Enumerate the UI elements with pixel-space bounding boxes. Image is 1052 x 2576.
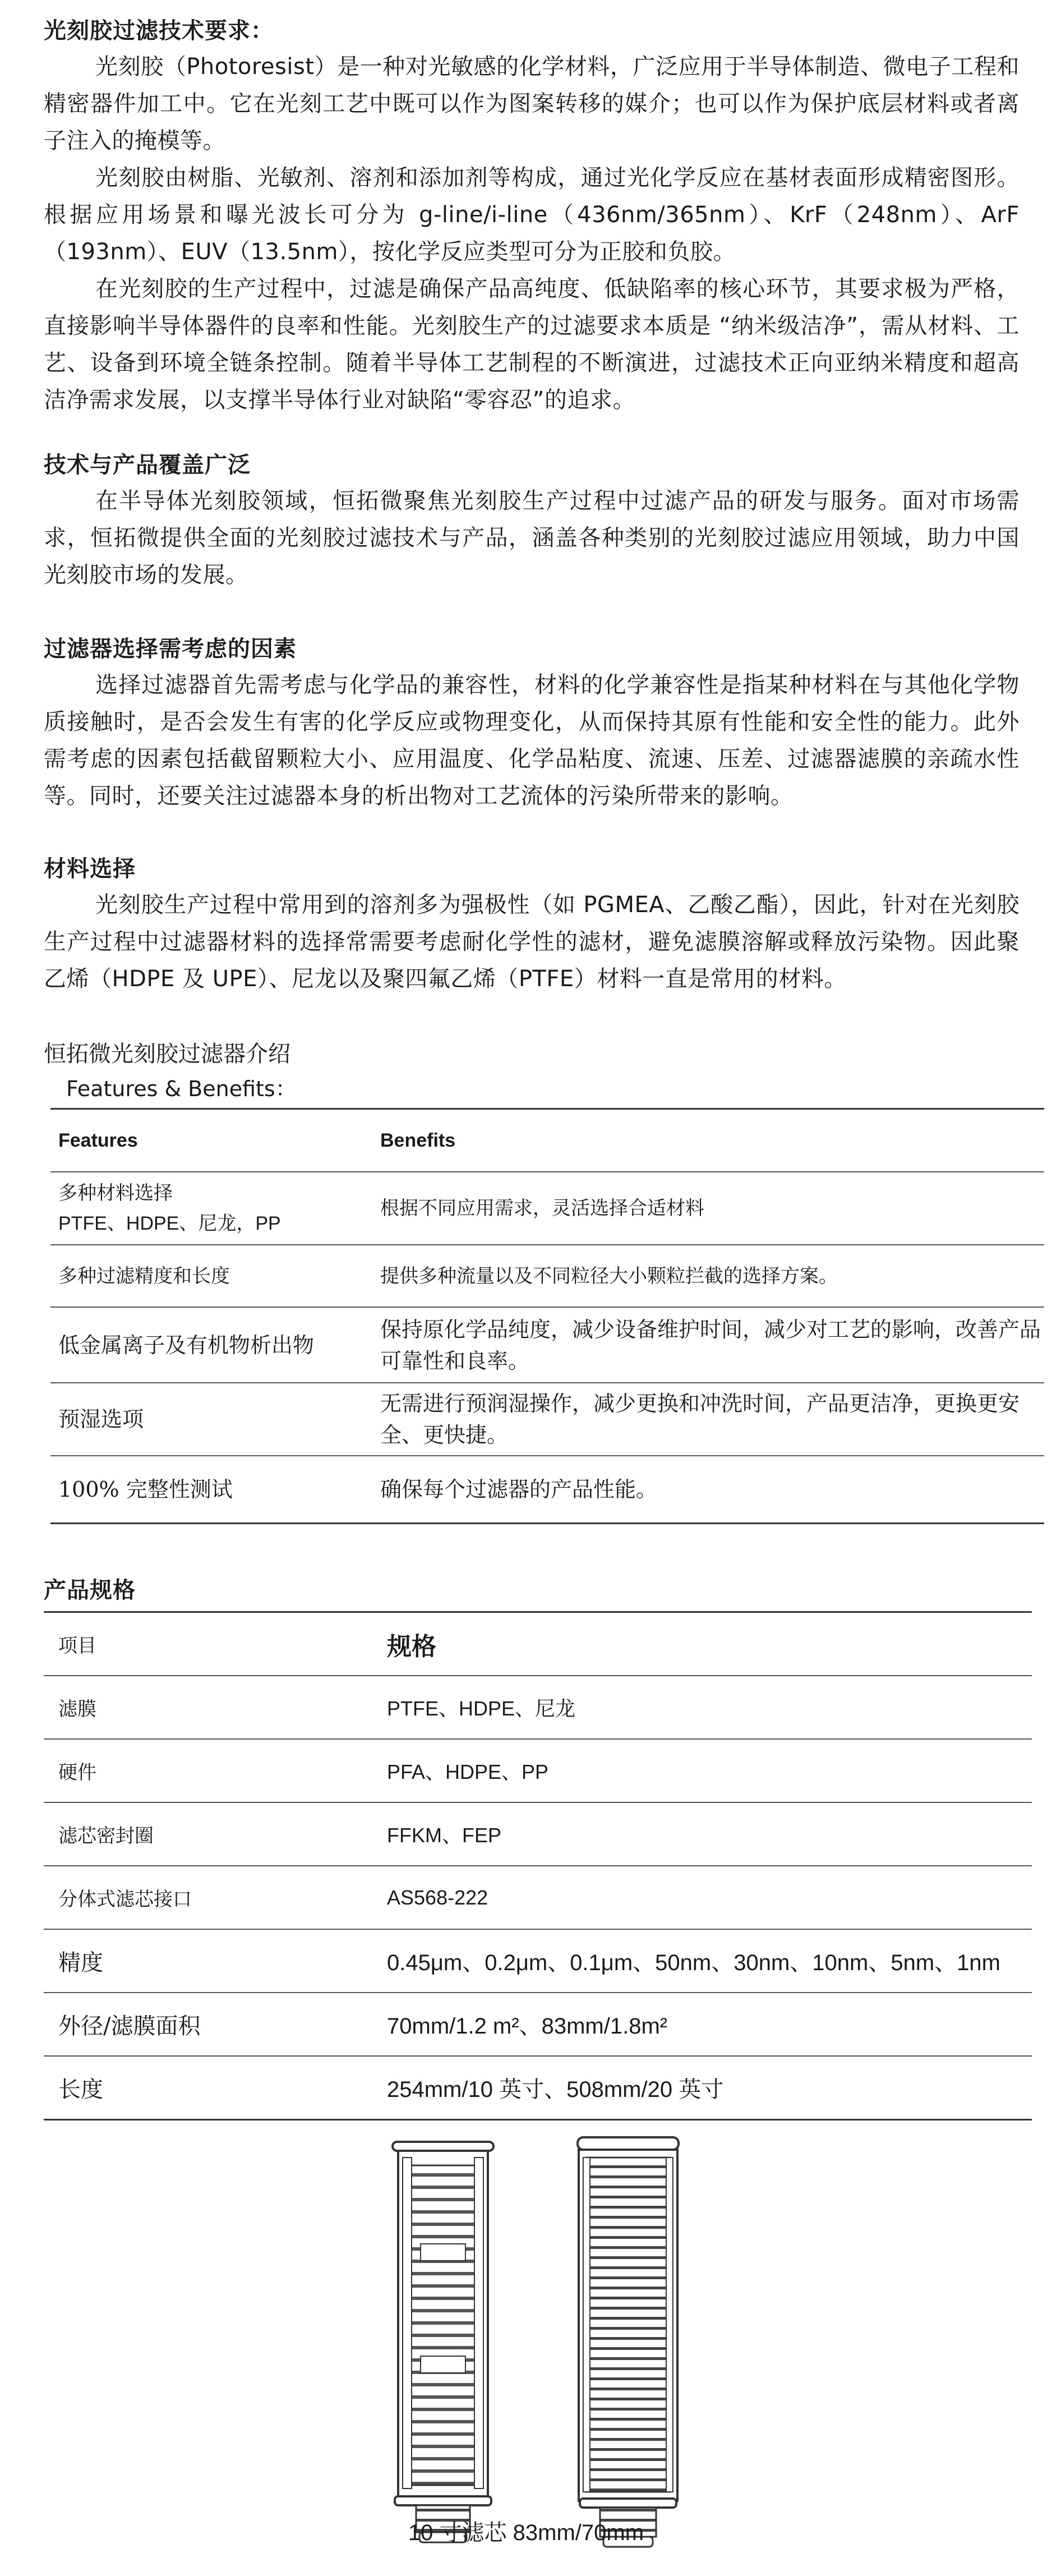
section-photoresist-requirements	[44, 16, 1019, 418]
features-title: Features & Benefits：	[66, 1077, 297, 1101]
paragraph: 光刻胶由树脂、光敏剂、溶剂和添加剂等构成，通过光化学反应在基材表面形成精密图形。根据应用场景和曝光波长可分为 g-line/i-line（436nm/365nm）、KrF（248nm）、ArF（193nm）、EUV（13.5nm），按化学反应类型可分为正胶和负胶。	[44, 165, 1019, 265]
section-heading: 过滤器选择需考虑的因素	[44, 636, 297, 662]
spec-value: FFKM、FEP	[387, 1824, 501, 1847]
spec-value: PFA、HDPE、PP	[387, 1760, 549, 1783]
column-header-benefits: Benefits	[380, 1129, 456, 1151]
table-row	[44, 1929, 1032, 1993]
section-coverage	[44, 450, 1019, 594]
intro-title: 恒拓微光刻胶过滤器介绍	[44, 1041, 290, 1067]
filter-cartridge-right	[578, 2137, 679, 2547]
feature-cell: 100% 完整性测试	[58, 1476, 233, 1502]
paragraph: 选择过滤器首先需考虑与化学品的兼容性，材料的化学兼容性是指某种材料在与其他化学物质接触时，是否会发生有害的化学反应或物理变化，从而保持其原有性能和安全性的能力。此外需考虑的因素包括截留颗粒大小、应用温度、化学品粘度、流速、压差、过滤器滤膜的亲疏水性等。同时，还要关注过滤器本身的析出物对工艺流体的污染所带来的影响。	[44, 672, 1019, 809]
spec-item: 滤芯密封圈	[58, 1825, 154, 1847]
spec-item: 长度	[58, 2077, 103, 2103]
column-header-features: Features	[58, 1129, 138, 1151]
table-header-row	[50, 1109, 1044, 1172]
image-caption: 10 寸滤芯 83mm/70mm	[408, 2520, 644, 2545]
table-header-row	[44, 1612, 1032, 1676]
benefit-cell: 保持原化学品纯度，减少设备维护时间，减少对工艺的影响，改善产品可靠性和良率。	[380, 1317, 1041, 1373]
spec-item: 外径/滤膜面积	[58, 2013, 201, 2039]
column-header-spec: 规格	[387, 1632, 436, 1661]
benefit-cell: 确保每个过滤器的产品性能。	[380, 1476, 658, 1502]
feature-cell: 预湿选项	[58, 1407, 144, 1432]
section-heading: 光刻胶过滤技术要求：	[44, 18, 274, 44]
table-row	[44, 2056, 1032, 2120]
filter-cartridge-left	[393, 2142, 493, 2542]
spec-value: 254mm/10 英寸、508mm/20 英寸	[387, 2077, 724, 2102]
table-row	[44, 1866, 1032, 1929]
feature-cell	[50, 1172, 372, 1245]
table-row	[50, 1456, 1044, 1523]
table-row	[50, 1172, 1044, 1245]
spec-item: 滤膜	[58, 1698, 96, 1721]
table-row	[44, 1739, 1032, 1802]
features-table	[50, 1108, 1044, 1524]
table-row	[44, 1993, 1032, 2056]
spec-value: AS568-222	[387, 1885, 488, 1909]
benefit-cell: 提供多种流量以及不同粒径大小颗粒拦截的选择方案。	[380, 1264, 838, 1287]
table-row	[50, 1245, 1044, 1307]
feature-cell: 多种过滤精度和长度	[58, 1264, 230, 1287]
table-row	[50, 1307, 1044, 1383]
spec-item: 硬件	[58, 1761, 96, 1784]
feature-cell: 低金属离子及有机物析出物	[58, 1332, 315, 1358]
spec-item: 分体式滤芯接口	[58, 1888, 192, 1911]
spec-item: 精度	[58, 1950, 103, 1976]
paragraph: 光刻胶（Photoresist）是一种对光敏感的化学材料，广泛应用于半导体制造、微电子工程和精密器件加工中。它在光刻工艺中既可以作为图案转移的媒介；也可以作为保护底层材料或者离子注入的掩模等。	[44, 54, 1019, 154]
spec-title: 产品规格	[44, 1577, 136, 1603]
table-row	[44, 1676, 1032, 1739]
paragraph: 在半导体光刻胶领域，恒拓微聚焦光刻胶生产过程中过滤产品的研发与服务。面对市场需求，恒拓微提供全面的光刻胶过滤技术与产品，涵盖各种类别的光刻胶过滤应用领域，助力中国光刻胶市场的发展。	[44, 488, 1019, 588]
section-heading: 材料选择	[44, 856, 136, 882]
spec-value: 0.45μm、0.2μm、0.1μm、50nm、30nm、10nm、5nm、1nm	[387, 1951, 1000, 1975]
feature-text: 多种材料选择	[58, 1182, 173, 1204]
spec-value: PTFE、HDPE、尼龙	[387, 1697, 576, 1720]
spec-table	[44, 1611, 1032, 2120]
benefit-cell: 无需进行预润湿操作，减少更换和冲洗时间，产品更洁净，更换更安全、更快捷。	[380, 1391, 1020, 1447]
filter-cartridge-illustration	[336, 2132, 729, 2558]
paragraph: 光刻胶生产过程中常用到的溶剂多为强极性（如 PGMEA、乙酸乙酯），因此，针对在光刻胶生产过程中过滤器材料的选择常需要考虑耐化学性的滤材，避免滤膜溶解或释放污染物。因此聚乙烯（HDPE 及 UPE）、尼龙以及聚四氟乙烯（PTFE）材料一直是常用的材料。	[44, 892, 1019, 992]
benefit-cell: 根据不同应用需求，灵活选择合适材料	[380, 1197, 704, 1220]
feature-subtext: PTFE、HDPE、尼龙，PP	[58, 1213, 281, 1234]
paragraph: 在光刻胶的生产过程中，过滤是确保产品高纯度、低缺陷率的核心环节，其要求极为严格，直接影响半导体器件的良率和性能。光刻胶生产的过滤要求本质是 “纳米级洁净”，需从材料、工艺、设备到环境全链条控制。随着半导体工艺制程的不断演进，过滤技术正向亚纳米精度和超高洁净需求发展，以支撑半导体行业对缺陷“零容忍”的追求。	[44, 276, 1019, 413]
table-row	[44, 1802, 1032, 1866]
section-material-selection	[44, 854, 1019, 997]
section-selection-factors	[44, 634, 1019, 815]
section-heading: 技术与产品覆盖广泛	[44, 452, 251, 478]
table-row	[50, 1383, 1044, 1456]
spec-value: 70mm/1.2 m²、83mm/1.8m²	[387, 2014, 668, 2039]
column-header-item: 项目	[58, 1635, 96, 1657]
